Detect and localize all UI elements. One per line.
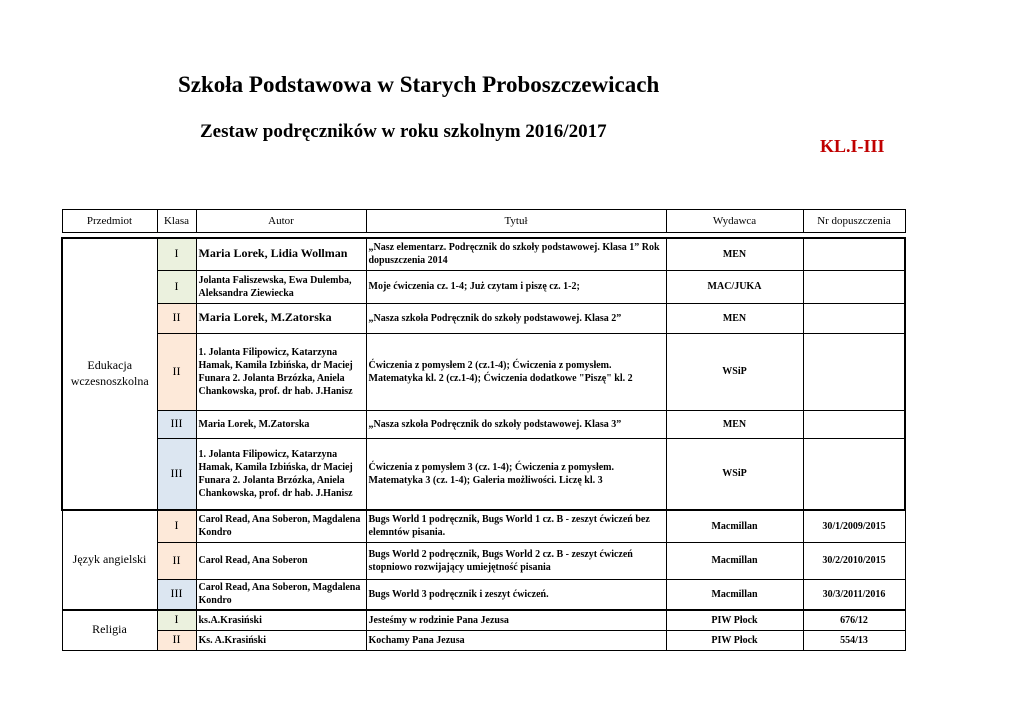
textbook-table: [61, 209, 906, 651]
publisher-cell: MEN: [666, 238, 803, 270]
col-header-title: Tytuł: [366, 210, 666, 233]
table-row: [62, 510, 905, 542]
class-cell: II: [157, 333, 196, 410]
publisher-cell: WSiP: [666, 333, 803, 410]
author-cell: Jolanta Faliszewska, Ewa Dulemba, Aleksandra Ziewiecka: [196, 270, 366, 303]
approval-cell: [803, 303, 905, 333]
table-row: [62, 438, 905, 510]
approval-cell: [803, 410, 905, 438]
author-cell: ks.A.Krasiński: [196, 610, 366, 630]
publisher-cell: PIW Płock: [666, 630, 803, 650]
title-cell: „Nasza szkoła Podręcznik do szkoły podstawowej. Klasa 3”: [366, 410, 666, 438]
table-row: [62, 579, 905, 610]
title-cell: Bugs World 2 podręcznik, Bugs World 2 cz. B - zeszyt ćwiczeń stopniowo rozwijający umiejętność pisania: [366, 542, 666, 579]
title-cell: „Nasza szkoła Podręcznik do szkoły podstawowej. Klasa 2”: [366, 303, 666, 333]
table-row: [62, 270, 905, 303]
title-cell: Bugs World 1 podręcznik, Bugs World 1 cz. B - zeszyt ćwiczeń bez elemntów pisania.: [366, 510, 666, 542]
approval-cell: 30/1/2009/2015: [803, 510, 905, 542]
approval-cell: [803, 238, 905, 270]
approval-cell: 30/3/2011/2016: [803, 579, 905, 610]
col-header-publisher: Wydawca: [666, 210, 803, 233]
publisher-cell: Macmillan: [666, 542, 803, 579]
title-cell: Bugs World 3 podręcznik i zeszyt ćwiczeń.: [366, 579, 666, 610]
class-cell: II: [157, 303, 196, 333]
table-row: [62, 630, 905, 650]
author-cell: 1. Jolanta Filipowicz, Katarzyna Hamak, Kamila Izbińska, dr Maciej Funara 2. Jolanta Brzózka, Aniela Chankowska, prof. dr hab. J.Hanisz: [196, 333, 366, 410]
subject-cell-early-education: Edukacja wczesnoszkolna: [62, 238, 157, 510]
document-subtitle: Zestaw podręczników w roku szkolnym 2016/2017: [200, 121, 607, 142]
class-cell: I: [157, 238, 196, 270]
title-cell: Ćwiczenia z pomysłem 2 (cz.1-4); Ćwiczenia z pomysłem. Matematyka kl. 2 (cz.1-4); Ćwiczenia dodatkowe "Piszę" kl. 2: [366, 333, 666, 410]
title-cell: Ćwiczenia z pomysłem 3 (cz. 1-4); Ćwiczenia z pomysłem. Matematyka 3 (cz. 1-4); Galeria możliwości. Liczę kl. 3: [366, 438, 666, 510]
class-cell: I: [157, 610, 196, 630]
class-cell: I: [157, 510, 196, 542]
table-row: [62, 238, 905, 270]
author-cell: Maria Lorek, M.Zatorska: [196, 303, 366, 333]
col-header-subject: Przedmiot: [62, 210, 157, 233]
class-cell: II: [157, 542, 196, 579]
publisher-cell: PIW Płock: [666, 610, 803, 630]
approval-cell: [803, 438, 905, 510]
table-header-row: [62, 210, 905, 233]
publisher-cell: MEN: [666, 303, 803, 333]
table-row: [62, 542, 905, 579]
approval-cell: [803, 270, 905, 303]
class-cell: II: [157, 630, 196, 650]
subject-cell-english: Język angielski: [62, 510, 157, 610]
author-cell: Carol Read, Ana Soberon, Magdalena Kondro: [196, 579, 366, 610]
class-cell: I: [157, 270, 196, 303]
author-cell: 1. Jolanta Filipowicz, Katarzyna Hamak, Kamila Izbińska, dr Maciej Funara 2. Jolanta Brzózka, Aniela Chankowska, prof. dr hab. J.Hanisz: [196, 438, 366, 510]
author-cell: Maria Lorek, M.Zatorska: [196, 410, 366, 438]
author-cell: Carol Read, Ana Soberon, Magdalena Kondro: [196, 510, 366, 542]
subject-cell-religion: Religia: [62, 610, 157, 650]
title-cell: Moje ćwiczenia cz. 1-4; Już czytam i piszę cz. 1-2;: [366, 270, 666, 303]
title-cell: Kochamy Pana Jezusa: [366, 630, 666, 650]
table-row: [62, 410, 905, 438]
approval-cell: [803, 333, 905, 410]
publisher-cell: MAC/JUKA: [666, 270, 803, 303]
publisher-cell: Macmillan: [666, 510, 803, 542]
publisher-cell: Macmillan: [666, 579, 803, 610]
table-row: [62, 333, 905, 410]
approval-cell: 554/13: [803, 630, 905, 650]
publisher-cell: MEN: [666, 410, 803, 438]
approval-cell: 676/12: [803, 610, 905, 630]
author-cell: Ks. A.Krasiński: [196, 630, 366, 650]
table-row: [62, 303, 905, 333]
title-cell: Jesteśmy w rodzinie Pana Jezusa: [366, 610, 666, 630]
class-cell: III: [157, 410, 196, 438]
author-cell: Maria Lorek, Lidia Wollman: [196, 238, 366, 270]
col-header-class: Klasa: [157, 210, 196, 233]
approval-cell: 30/2/2010/2015: [803, 542, 905, 579]
col-header-approval-no: Nr dopuszczenia: [803, 210, 905, 233]
col-header-author: Autor: [196, 210, 366, 233]
author-cell: Carol Read, Ana Soberon: [196, 542, 366, 579]
title-cell: „Nasz elementarz. Podręcznik do szkoły podstawowej. Klasa 1” Rok dopuszczenia 2014: [366, 238, 666, 270]
publisher-cell: WSiP: [666, 438, 803, 510]
table-row: [62, 610, 905, 630]
school-title: Szkoła Podstawowa w Starych Proboszczewicach: [178, 72, 660, 97]
class-cell: III: [157, 579, 196, 610]
class-cell: III: [157, 438, 196, 510]
class-range-label: KL.I-III: [820, 136, 885, 156]
